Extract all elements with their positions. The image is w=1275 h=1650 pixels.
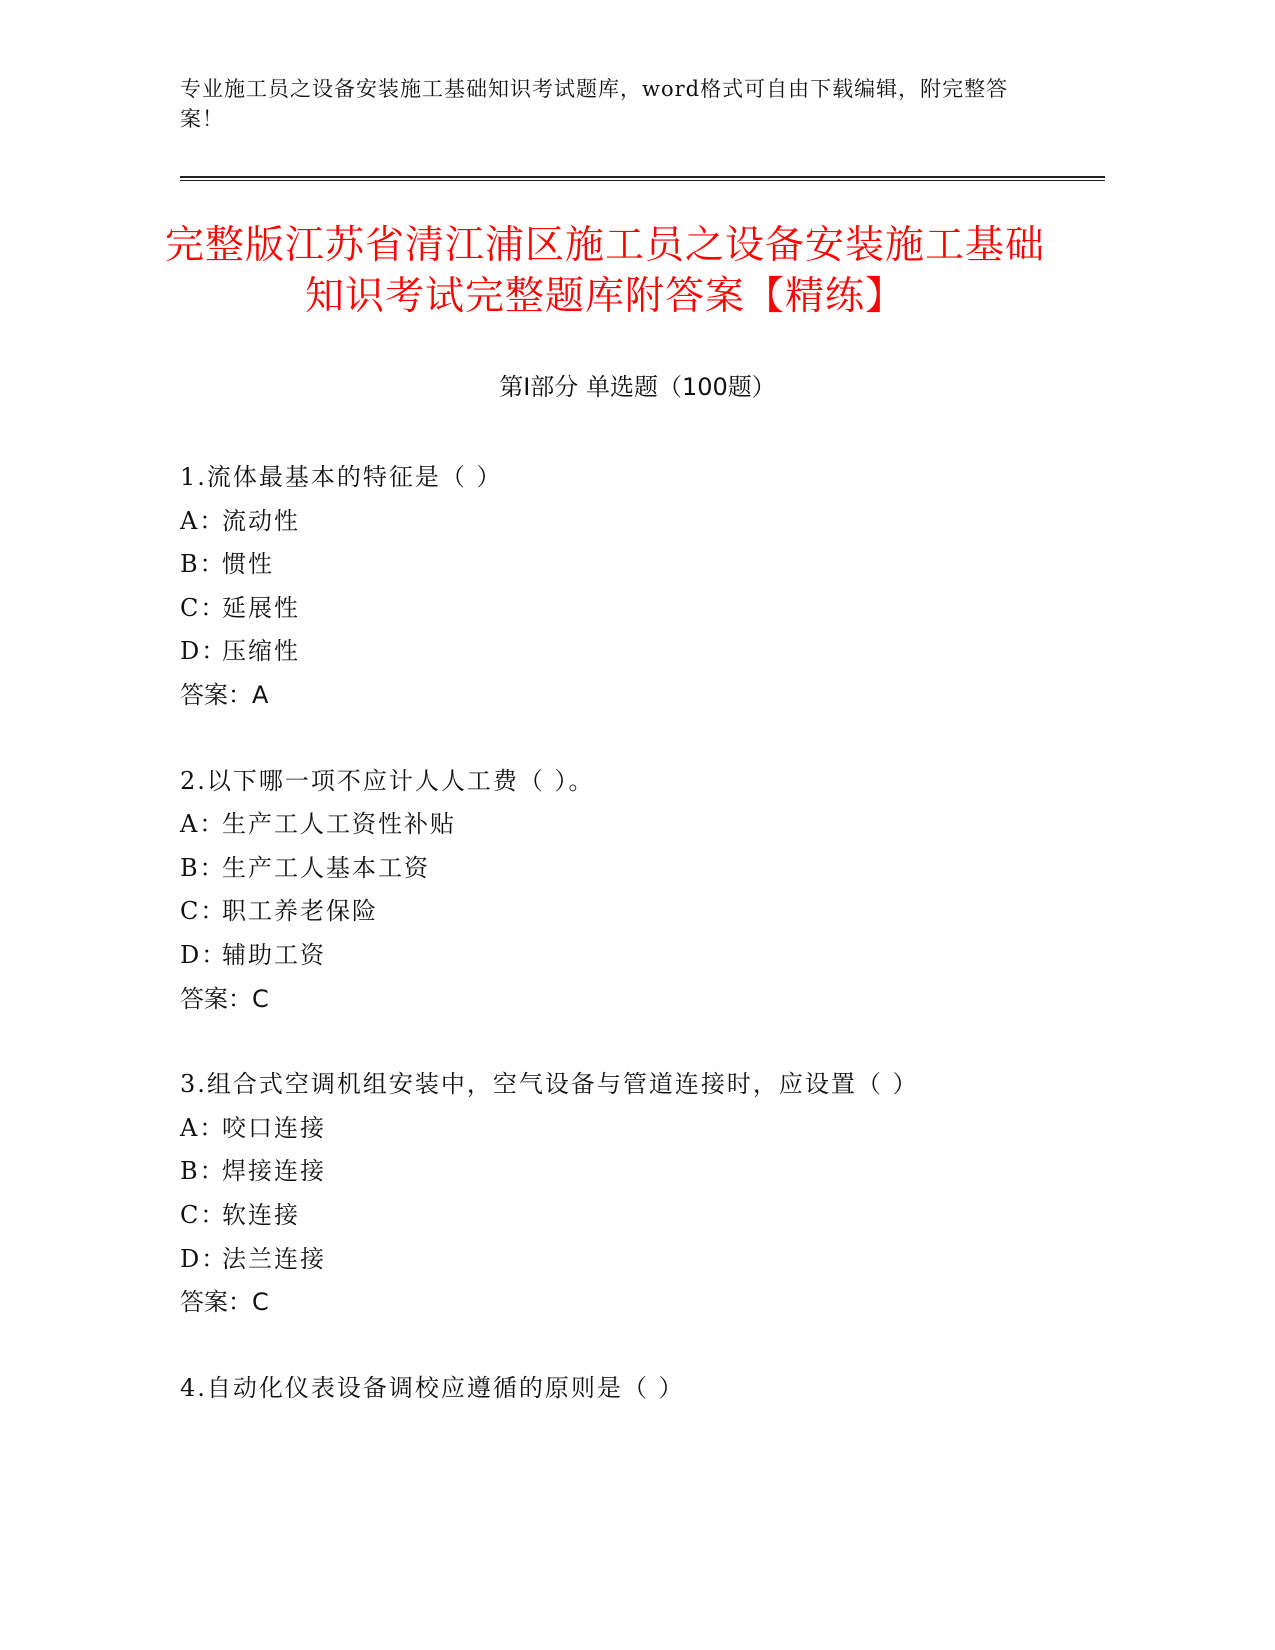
section-heading: 第Ⅰ部分 单选题（100题）	[499, 373, 776, 401]
option-letter: B：	[180, 853, 226, 882]
option-letter: C：	[180, 593, 227, 622]
option-text: 焊接连接	[222, 1157, 326, 1186]
option-letter: A：	[180, 1113, 226, 1142]
answer-key: 答案：C	[180, 1288, 269, 1317]
answer-key: 答案：C	[180, 984, 269, 1013]
option-letter: D：	[180, 1244, 228, 1273]
option-b	[180, 543, 1080, 587]
option-a	[180, 803, 1080, 847]
option-text: 辅助工资	[222, 940, 326, 969]
option-letter: A：	[180, 506, 226, 535]
question-3	[180, 1063, 1080, 1325]
option-d	[180, 1238, 1080, 1282]
header-divider-thin	[180, 180, 1105, 181]
document-title: 完整版江苏省清江浦区施工员之设备安装施工基础知识考试完整题库附答案【精练】	[164, 223, 1045, 319]
option-c	[180, 890, 1080, 934]
option-b	[180, 1150, 1080, 1194]
option-text: 惯性	[222, 550, 274, 579]
option-text: 生产工人基本工资	[222, 853, 430, 882]
option-a	[180, 500, 1080, 544]
option-a	[180, 1107, 1080, 1151]
option-letter: B：	[180, 550, 226, 579]
option-letter: C：	[180, 1200, 227, 1229]
question-1	[180, 456, 1080, 718]
option-d	[180, 630, 1080, 674]
option-letter: C：	[180, 897, 227, 926]
question-stem: 3.组合式空调机组安装中，空气设备与管道连接时，应设置（ ）	[180, 1070, 919, 1099]
option-text: 延展性	[222, 593, 300, 622]
question-stem: 1.流体最基本的特征是（ ）	[180, 463, 503, 491]
option-text: 流动性	[222, 506, 300, 535]
option-text: 生产工人工资性补贴	[222, 810, 456, 839]
question-4	[180, 1367, 1080, 1411]
option-d	[180, 934, 1080, 978]
option-c	[180, 1194, 1080, 1238]
document-intro: 专业施工员之设备安装施工基础知识考试题库，word格式可自由下载编辑，附完整答案！	[180, 77, 1009, 131]
question-2	[180, 760, 1080, 1022]
option-text: 压缩性	[222, 637, 300, 666]
option-b	[180, 847, 1080, 891]
option-letter: D：	[180, 637, 228, 666]
option-text: 软连接	[222, 1200, 300, 1229]
option-text: 法兰连接	[222, 1244, 326, 1273]
option-letter: B：	[180, 1157, 226, 1186]
question-list	[180, 456, 1080, 1452]
header-divider-thick	[180, 176, 1105, 178]
answer-key: 答案：A	[180, 680, 269, 709]
option-text: 职工养老保险	[222, 897, 378, 926]
option-letter: A：	[180, 810, 226, 839]
option-c	[180, 587, 1080, 631]
option-letter: D：	[180, 940, 228, 969]
option-text: 咬口连接	[222, 1113, 326, 1142]
question-stem: 4.自动化仪表设备调校应遵循的原则是（ ）	[180, 1373, 685, 1402]
question-stem: 2.以下哪一项不应计人人工费（ ）。	[180, 766, 595, 795]
